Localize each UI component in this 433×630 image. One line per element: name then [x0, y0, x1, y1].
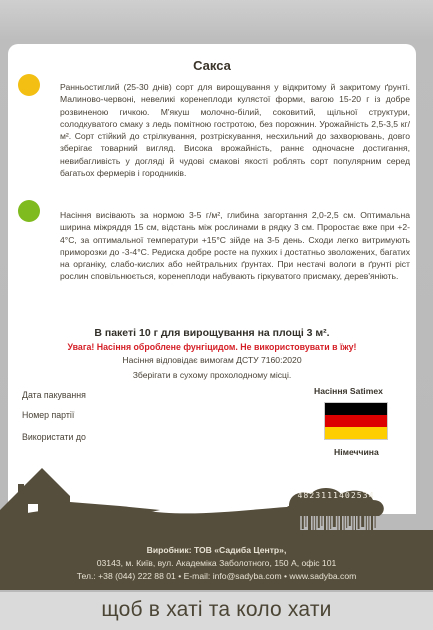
barcode-bar: [330, 516, 331, 529]
barcode-bar: [318, 516, 320, 528]
slogan: щоб в хаті та коло хати: [101, 598, 332, 621]
flag-stripe-red: [325, 415, 387, 427]
barcode-bar: [305, 516, 306, 527]
house-landscape-icon: [0, 440, 300, 535]
barcode-bar: [349, 516, 351, 526]
flag-stripe-gold: [325, 427, 387, 439]
pack-date-label: Дата пакування: [22, 390, 86, 400]
variety-title: Сакса: [193, 58, 231, 73]
barcode-bar: [293, 516, 295, 526]
use-by-label: Використати до: [22, 432, 86, 442]
batch-number-label: Номер партії: [22, 410, 75, 420]
barcode-bar: [333, 516, 336, 527]
producer-address: 03143, м. Київ, вул. Академіка Заболотного, 150 А, офіс 101: [96, 558, 337, 568]
producer-contacts: Тел.: +38 (044) 222 88 01 • E-mail: info@sadyba.com • www.sadyba.com: [76, 571, 357, 581]
barcode-bar: [344, 516, 345, 530]
standard-compliance: Насіння відповідає вимогам ДСТУ 7160:2020: [122, 355, 302, 365]
flag-stripe-black: [325, 403, 387, 415]
description-paragraph: Ранньостиглий (25-30 днів) сорт для вирощування у відкритому й закритому ґрунті. Малиново-червоні, невеликі коренеплоди кулястої форми, вагою 15-20 г із добре розвиненою гичкою. М'якуш молочно-білий, соковитий, щільної структури, солодкуватого смаку з ледь помітною гостротою, без порожнин. Урожайність 2,5-3,5 кг/м². Сорт стійкий до стрілкування, розтріскування, несхильний до захворювань, довго зберігає товарний вигляд. Висока врожайність, раннє одночасне достигання, невибагливість у догляді й чудові смакові якості роблять сорт популярним серед багатьох фермерів і городників.: [60, 82, 410, 179]
barcode-bar: [375, 516, 376, 528]
packet-info: В пакеті 10 г для вирощування на площі 3 м².: [94, 327, 330, 339]
barcode-bar: [355, 516, 356, 531]
german-flag-icon: [324, 402, 388, 440]
barcode-bar: [299, 516, 300, 531]
barcode-number: 4823111402534: [297, 490, 375, 500]
barcode-bar: [371, 516, 373, 530]
barcode-bar: [346, 516, 347, 528]
yellow-dot-icon: [18, 74, 40, 96]
green-dot-icon: [18, 200, 40, 222]
barcode-bar: [358, 516, 360, 529]
barcode-bar: [328, 516, 329, 531]
barcode-bar: [302, 516, 304, 529]
country-of-origin: Німеччина: [334, 447, 379, 457]
sowing-paragraph: Насіння висівають за нормою 3-5 г/м², глибина загортання 2,0-2,5 см. Оптимальна ширина міжряддя 15 см, відстань між рослинами в рядку 3 см. Проростає вже при +2-4°С, за оптимальної температури +15°С зійде на 3-5 день. Сходи легко витримують приморозки до -3-4°С. Редиска добре росте на пухких і достатньо зволожених, багатих на органіку, слабо-кислих або нейтральних ґрунтах. При нестачі вологи в ґрунті ріст рослин сповільнюється, коренеплоди набувають гіркуватого присмаку, дерев'яніють.: [60, 210, 410, 282]
barcode-bar: [321, 516, 322, 526]
barcode-bar: [315, 516, 316, 530]
brand-name: Насіння Satimex: [314, 386, 383, 396]
producer-name: Виробник: ТОВ «Садиба Центр»,: [146, 545, 287, 555]
storage-instructions: Зберігати в сухому прохолодному місці.: [132, 370, 292, 380]
barcode-bar: [361, 516, 364, 527]
fungicide-warning: Увага! Насіння оброблене фунгіцидом. Не використовувати в їжу!: [67, 342, 357, 352]
